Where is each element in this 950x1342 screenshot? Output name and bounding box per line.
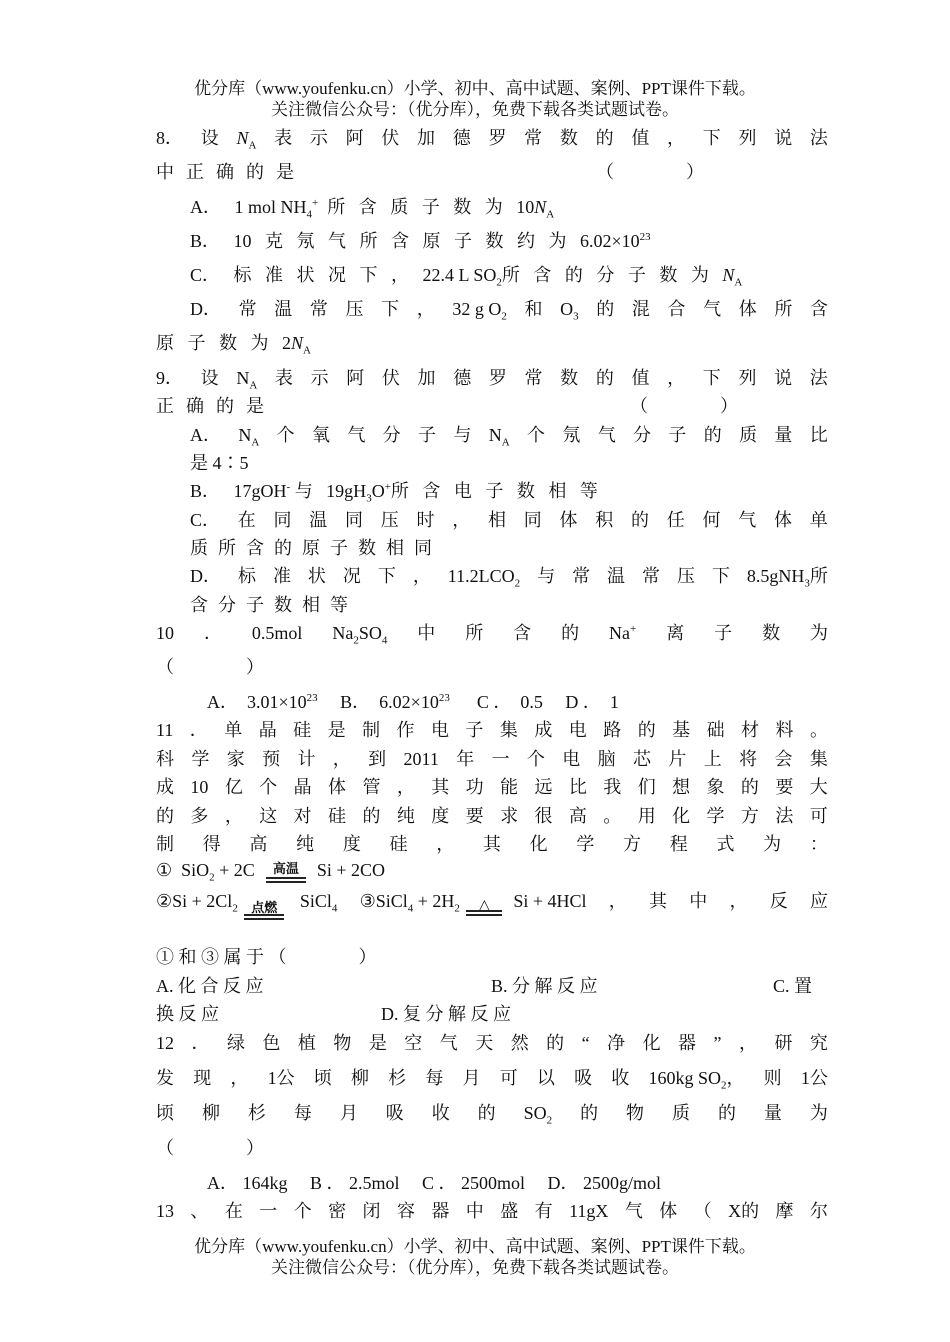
arrow-condition-heat: △	[464, 891, 504, 915]
q9-option-d-2: 含分子数相等	[190, 595, 358, 615]
q8-stem-2: 中正确的是 （ ）	[156, 162, 704, 182]
q9-stem-2: 正确的是 （ ）	[156, 396, 738, 416]
q11-option-b: B. 分 解 反 应	[491, 976, 598, 996]
q8-answer-paren: （ ）	[596, 162, 704, 182]
page-footer	[0, 1236, 950, 1278]
header-line-2: 关注微信公众号：（优分库），免费下载各类试题试卷。	[271, 100, 679, 119]
q11-line-1: 11 ． 单 晶 硅 是 制 作 电 子 集 成 电 路 的 基 础 材 料 。	[156, 720, 828, 740]
q11-options-row-2	[156, 1002, 828, 1026]
q10-stem: 10 ． 0.5mol $Na_2SO_4$ 中 所 含 的 Na+ 离 子 数 为	[156, 623, 828, 647]
q9-stem: 9． 设 $N_A$ 表 示 阿 伏 加 德 罗 常 数 的 值 ， 下 列 说 法	[156, 368, 828, 392]
q8-stem: 8． 设 $N_A$ 表 示 阿 伏 加 德 罗 常 数 的 值 ， 下 列 说 法	[156, 128, 828, 152]
q9-option-c: C． 在 同 温 同 压 时 ， 相 同 体 积 的 任 何 气 体 单	[190, 510, 828, 530]
q11-option-c-2: 换 反 应	[156, 1004, 219, 1024]
q9-option-a-2: 是 4∶5	[190, 453, 249, 473]
arrow-condition-high-temp: 高温	[264, 860, 308, 884]
q8-option-c: C． 标 准 状 况 下 ， 22.4 L $SO_2$所 含 的 分 子 数 为 $N_A$	[190, 265, 743, 289]
q11-option-a: A. 化 合 反 应	[156, 976, 264, 996]
q13-line-1: 13 、 在 一 个 密 闭 容 器 中 盛 有 11gX 气 体 （ X的 摩 尔	[156, 1201, 828, 1221]
q12-answer-paren: （ ）	[156, 1138, 264, 1158]
page-header	[0, 78, 950, 120]
q9-option-c-2: 质所含的原子数相同	[190, 538, 442, 558]
q8-option-d-2: 原 子 数 为 $2N_A$	[156, 333, 311, 357]
footer-line-1: 优分库（www.youfenku.cn）小学、初中、高中试题、案例、PPT课件下载。	[194, 1237, 756, 1256]
q11-equation-2-3: ②Si + $2Cl_2$ 点燃 SiCl$_4$ ③SiCl$_4$ + $2H_2$ △ Si + 4HCl ， 其 中 ， 反 应	[156, 889, 828, 915]
q11-option-c: C. 置	[773, 976, 813, 996]
q11-line-5: 制 得 高 纯 度 硅 ， 其 化 学 方 程 式 为 ：	[156, 834, 828, 854]
q10-answer-paren: （ ）	[156, 657, 264, 677]
q11-line-2: 科 学 家 预 计 ， 到 2011 年 一 个 电 脑 芯 片 上 将 会 集	[156, 749, 828, 769]
q9-option-b: B． 17gOH- 与 $19gH_3O^+$所 含 电 子 数 相 等	[190, 481, 598, 505]
q9-answer-paren: （ ）	[630, 396, 738, 416]
q8-option-d: D． 常 温 常 压 下 ， 32 g $O_2$ 和 $O_3$ 的 混 合 气 体 所 含	[190, 299, 828, 323]
q11-equation-1: ① SiO$_2$ + 2C 高温 Si + 2CO	[156, 860, 385, 884]
q12-options: A． 164kg B ． 2.5mol C ． 2500mol D． 2500g/mol	[207, 1173, 662, 1193]
header-line-1: 优分库（www.youfenku.cn）小学、初中、高中试题、案例、PPT课件下载。	[194, 79, 756, 98]
q11-option-d: D. 复 分 解 反 应	[381, 1004, 511, 1024]
q11-options-row-1	[156, 974, 828, 998]
q12-line-1: 12 ． 绿 色 植 物 是 空 气 天 然 的 “ 净 化 器 ” ， 研 究	[156, 1033, 828, 1053]
q11-line-4: 的 多 ， 这 对 硅 的 纯 度 要 求 很 高 。 用 化 学 方 法 可	[156, 806, 828, 826]
q11-line-7: ① 和 ③ 属 于 （ ）	[156, 947, 377, 967]
q8-option-b: B． 10 克 氖 气 所 含 原 子 数 约 为 $6.02\times 10^{23}$	[190, 231, 651, 251]
arrow-condition-ignite: 点燃	[242, 891, 286, 915]
q9-option-d: D． 标 准 状 况 下 ， $11.2LCO_2$ 与 常 温 常 压 下 8.5gNH$_3$所	[190, 566, 828, 590]
q8-option-a: A． 1 mol $NH_4^+$ 所 含 质 子 数 为 $10N_A$	[190, 197, 555, 221]
q12-line-3: 顷 柳 杉 每 月 吸 收 的 $SO_2$ 的 物 质 的 量 为	[156, 1103, 828, 1127]
q9-option-a: A． $N_A$ 个 氧 气 分 子 与 $N_A$ 个 氖 气 分 子 的 质 量 比	[190, 425, 828, 449]
q11-line-3: 成 10 亿 个 晶 体 管 ， 其 功 能 远 比 我 们 想 象 的 要 大	[156, 777, 828, 797]
q10-options: A． $3.01\times 10^{23}$ B． $6.02\times 10^{23}$ C ． 0.5 D ． 1	[207, 692, 619, 712]
footer-line-2: 关注微信公众号：（优分库），免费下载各类试题试卷。	[271, 1258, 679, 1277]
q12-line-2: 发 现 ， 1公 顷 柳 杉 每 月 可 以 吸 收 160kg $SO_2$， 则 1公	[156, 1068, 828, 1092]
